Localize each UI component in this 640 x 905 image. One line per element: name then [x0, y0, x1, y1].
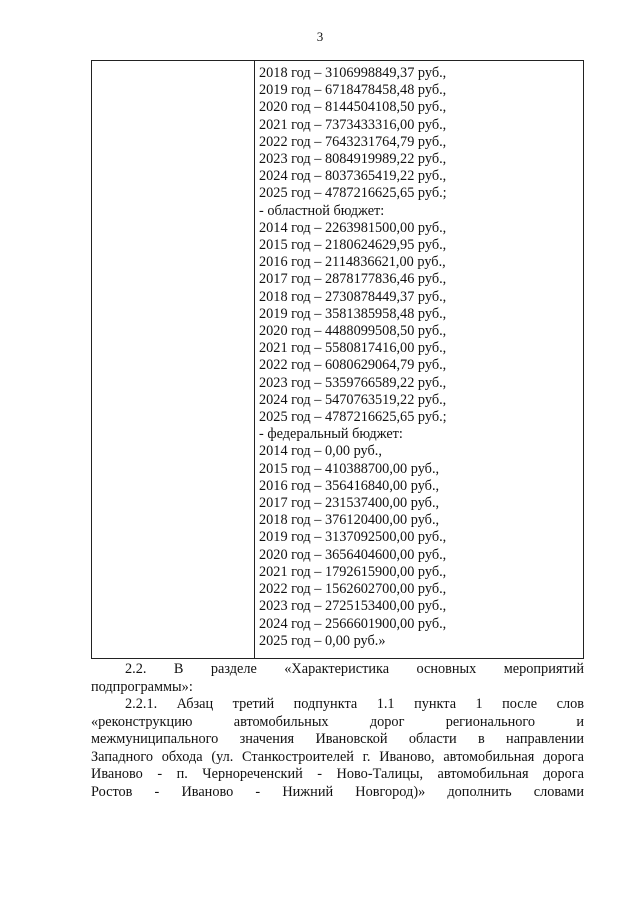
paragraph-line: межмуниципального значения Ивановской области в направлении — [91, 731, 584, 747]
budget-line: 2019 год – 6718478458,48 руб., — [259, 82, 447, 99]
page-number: 3 — [316, 29, 324, 44]
budget-line: 2018 год – 2730878449,37 руб., — [259, 288, 447, 305]
paragraph-line: подпрограммы»: — [91, 678, 193, 695]
budget-line: 2020 год – 8144504108,50 руб., — [259, 99, 447, 116]
budget-line: 2022 год – 7643231764,79 руб., — [259, 133, 447, 150]
budget-line: 2023 год – 2725153400,00 руб., — [259, 598, 447, 615]
budget-line: 2022 год – 6080629064,79 руб., — [259, 357, 447, 374]
budget-line: 2018 год – 3106998849,37 руб., — [259, 65, 447, 81]
paragraph-line — [91, 661, 584, 679]
budget-line: 2016 год – 2114836621,00 руб., — [259, 254, 446, 271]
document-body — [91, 661, 584, 801]
table-column-divider — [254, 61, 255, 658]
budget-line: 2021 год – 5580817416,00 руб., — [259, 340, 447, 357]
paragraph-line: Иваново - п. Чернореченский - Ново-Талицы, автомобильная дорога — [91, 766, 584, 782]
budget-line: 2022 год – 1562602700,00 руб., — [259, 581, 447, 598]
budget-line: 2016 год – 356416840,00 руб., — [259, 477, 440, 494]
table-left-cell — [92, 61, 254, 658]
paragraph-section-2-2 — [91, 661, 584, 696]
budget-line: 2025 год – 4787216625,65 руб.; — [259, 185, 447, 202]
paragraph-line: Западного обхода (ул. Станкостроителей г. Иваново, автомобильная дорога — [91, 748, 584, 765]
paragraph-line: «реконструкцию автомобильных дорог регионального и — [91, 713, 584, 730]
budget-line: 2024 год – 5470763519,22 руб., — [259, 391, 447, 408]
budget-line: 2014 год – 0,00 руб., — [259, 443, 382, 460]
budget-line: 2021 год – 1792615900,00 руб., — [259, 563, 447, 580]
paragraph-line — [91, 696, 584, 714]
budget-line: 2024 год – 2566601900,00 руб., — [259, 615, 447, 632]
table-right-cell — [259, 65, 579, 650]
paragraph-line-text: 2.2.1. Абзац третий подпункта 1.1 пункта 1 после слов — [125, 696, 584, 712]
budget-line: - федеральный бюджет: — [259, 426, 403, 443]
budget-line: 2015 год – 2180624629,95 руб., — [259, 237, 447, 254]
budget-line: 2017 год – 231537400,00 руб., — [259, 495, 440, 512]
budget-line: 2025 год – 4787216625,65 руб.; — [259, 409, 447, 426]
budget-line: 2023 год – 5359766589,22 руб., — [259, 374, 447, 391]
budget-line: 2021 год – 7373433316,00 руб., — [259, 116, 447, 133]
paragraph-line: Ростов - Иваново - Нижний Новгород)» дополнить словами — [91, 783, 584, 800]
budget-line: 2017 год – 2878177836,46 руб., — [259, 271, 447, 288]
budget-line: 2018 год – 376120400,00 руб., — [259, 512, 440, 529]
budget-line: 2025 год – 0,00 руб.» — [259, 632, 386, 649]
budget-table — [91, 60, 584, 659]
budget-line: 2014 год – 2263981500,00 руб., — [259, 219, 447, 236]
paragraph-line-text: 2.2. В разделе «Характеристика основных мероприятий — [125, 661, 584, 677]
budget-line: 2024 год – 8037365419,22 руб., — [259, 168, 447, 185]
budget-line: 2020 год – 4488099508,50 руб., — [259, 323, 447, 340]
budget-line: 2023 год – 8084919989,22 руб., — [259, 151, 447, 168]
budget-line: 2019 год – 3137092500,00 руб., — [259, 529, 447, 546]
budget-line: 2019 год – 3581385958,48 руб., — [259, 305, 447, 322]
budget-line: 2015 год – 410388700,00 руб., — [259, 460, 440, 477]
paragraph-section-2-2-1 — [91, 696, 584, 801]
budget-line: 2020 год – 3656404600,00 руб., — [259, 546, 447, 563]
budget-line: - областной бюджет: — [259, 202, 385, 219]
